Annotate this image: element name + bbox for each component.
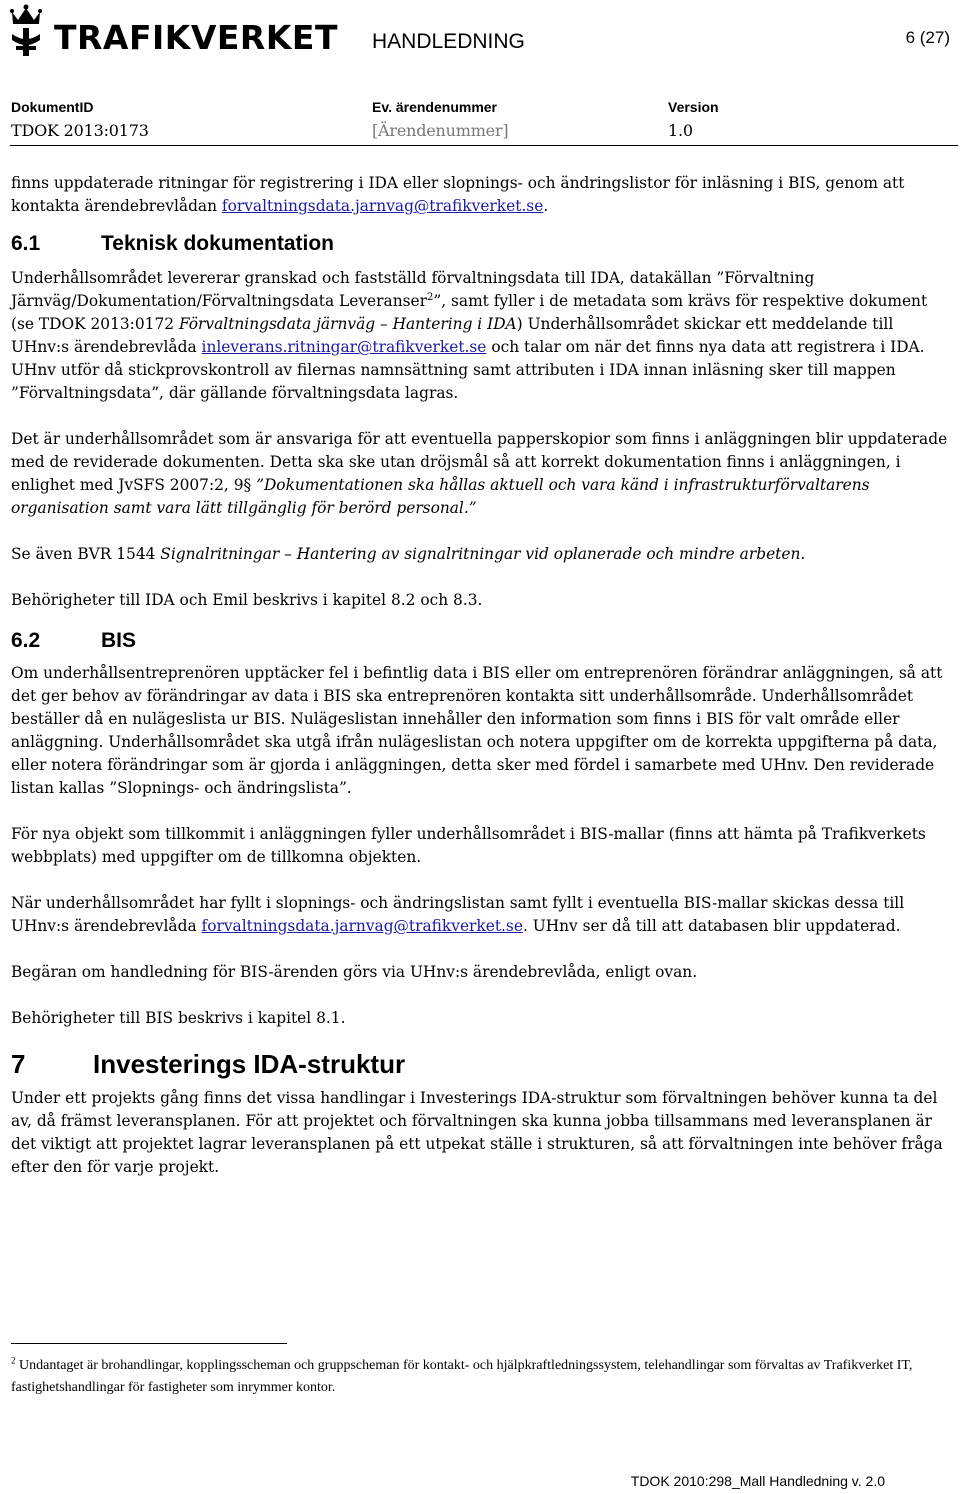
document-type: HANDLEDNING (372, 30, 525, 53)
text: När underhållsområdet har fyllt i slopnings- och ändringslistan samt fyllt i eventuella BIS-mallar skickas dessa till UHnv:s ärendebrevlåda (11, 894, 905, 935)
inleverans-link[interactable]: inleverans.ritningar@trafikverket.se (201, 338, 487, 356)
text: ) Underhållsområdet skickar ett meddelande till UHnv:s ärendebrevlåda (11, 315, 894, 356)
heading-number: 6.1 (11, 232, 41, 255)
document-body (11, 172, 951, 1202)
text: och talar om när det finns nya data att registrera i IDA. UHnv utför då stickprovskontroll av filernas namnsättning samt attributen i IDA innan inläsning sker till mappen ”Förvaltningsdata”, där gällande förvaltningsdata lagras. (11, 338, 925, 402)
header-divider (10, 145, 958, 146)
footnote-text: Undantaget är brohandlingar, kopplingsscheman och gruppscheman för kontakt- och hjälpkraftledningssystem, telehandlingar som förvaltas av Trafikverket IT, fastighetshandlingar för fastigheter som inrymmer kontor. (11, 1358, 913, 1395)
footnote-number: 2 (11, 1355, 16, 1366)
trafikverket-logo (6, 4, 338, 60)
meta-case-number (372, 99, 508, 140)
heading-title: Teknisk dokumentation (101, 232, 334, 255)
text: . (543, 197, 549, 215)
mailbox-link[interactable]: forvaltningsdata.jarnvag@trafikverket.se (201, 917, 523, 935)
text: Underhållsområdet levererar granskad och fastställd förvaltningsdata till IDA, datakällan ”Förvaltning Järnväg/Dokumentation/Förvaltningsdata Leveranser (11, 269, 815, 310)
italic-title: Förvaltningsdata järnväg – Hantering i IDA (178, 315, 517, 333)
heading-6-1 (11, 231, 951, 257)
text: . UHnv ser då till att databasen blir uppdaterad. (522, 917, 901, 935)
meta-value: TDOK 2013:0173 (11, 121, 149, 140)
paragraph: Begäran om handledning för BIS-ärenden görs via UHnv:s ärendebrevlåda, enligt ovan. (11, 963, 698, 981)
meta-value: [Ärendenummer] (372, 121, 509, 140)
paragraph: Behörigheter till BIS beskrivs i kapitel 8.1. (11, 1009, 346, 1027)
page-number: 6 (27) (905, 28, 950, 47)
footnote (11, 1355, 951, 1399)
paragraph (11, 428, 951, 520)
heading-title: BIS (101, 629, 137, 652)
text: ”, samt fyller i de metadata som krävs för respektive dokument (se TDOK 2013:0172 (11, 292, 928, 333)
footnote-ref[interactable]: 2 (426, 291, 434, 303)
paragraph: Under ett projekts gång finns det vissa handlingar i Investerings IDA-struktur som förvaltningen behöver kunna ta del av, då främst leveransplanen. För att projektet och förvaltningen ska kunna jobba tillsammans med leveransplanen är det viktigt att projektet lagrar leveransplanen på ett utpekat ställe i strukturen, så att förvaltningen inte behöver fråga efter den för varje projekt. (11, 1089, 943, 1176)
paragraph: Behörigheter till IDA och Emil beskrivs i kapitel 8.2 och 8.3. (11, 591, 483, 609)
text: Se även BVR 1544 (11, 545, 161, 563)
heading-6-2 (11, 628, 951, 654)
meta-label: DokumentID (11, 99, 94, 115)
meta-document-id (11, 99, 149, 140)
footnote-divider (11, 1343, 287, 1344)
intro-paragraph (11, 172, 951, 218)
paragraph: Om underhållsentreprenören upptäcker fel i befintlig data i BIS eller om entreprenören förändrar anläggningen, så att det ger behov av förändringar av data i BIS ska entreprenören kontakta sitt underhållsområde. Underhållsområdet beställer då en nulägeslista ur BIS. Nulägeslistan innehåller den information som finns i BIS för valt område eller anläggning. Underhållsområdet ska utgå ifrån nulägeslistan och notera uppgifter om de korrekta uppgifterna på data, eller notera förändringar som är gjorda i anläggningen, detta sker med fördel i samarbete med UHnv. Den reviderade listan kallas ”Slopnings- och ändringslista”. (11, 664, 943, 797)
text: Det är underhållsområdet som är ansvariga för att eventuella papperskopior som finns i anläggningen blir uppdaterade med de reviderade dokumenten. Detta ska ske utan dröjsmål så att korrekt dokumentation finns i anläggningen, i enlighet med JvSFS 2007:2, 9§ (11, 430, 948, 494)
meta-label: Ev. ärendenummer (372, 99, 498, 115)
heading-number: 7 (11, 1049, 26, 1079)
paragraph (11, 543, 951, 566)
heading-number: 6.2 (11, 629, 41, 652)
template-footer: TDOK 2010:298_Mall Handledning v. 2.0 (630, 1473, 885, 1489)
meta-label: Version (668, 99, 719, 115)
paragraph (11, 267, 951, 405)
crown-emblem-icon (6, 4, 46, 60)
meta-version (668, 99, 719, 140)
heading-title: Investerings IDA-struktur (93, 1049, 406, 1079)
brand-name: TRAFIKVERKET (54, 18, 338, 57)
text: finns uppdaterade ritningar för registrering i IDA eller slopnings- och ändringslistor för inläsning i BIS, genom att kontakta ärendebrevlådan (11, 174, 905, 215)
paragraph (11, 892, 951, 938)
heading-7 (11, 1049, 951, 1079)
meta-value: 1.0 (668, 121, 693, 140)
paragraph: För nya objekt som tillkommit i anläggningen fyller underhållsområdet i BIS-mallar (finns att hämta på Trafikverkets webbplats) med uppgifter om de tillkomna objekten. (11, 825, 926, 866)
italic-title: Signalritningar – Hantering av signalritningar vid oplanerade och mindre arbeten. (160, 545, 806, 563)
mailbox-link[interactable]: forvaltningsdata.jarnvag@trafikverket.se (221, 197, 544, 215)
italic-quote: ”Dokumentationen ska hållas aktuell och vara känd i infrastrukturförvaltarens organisation samt vara lätt tillgänglig för berörd personal.” (11, 476, 870, 517)
